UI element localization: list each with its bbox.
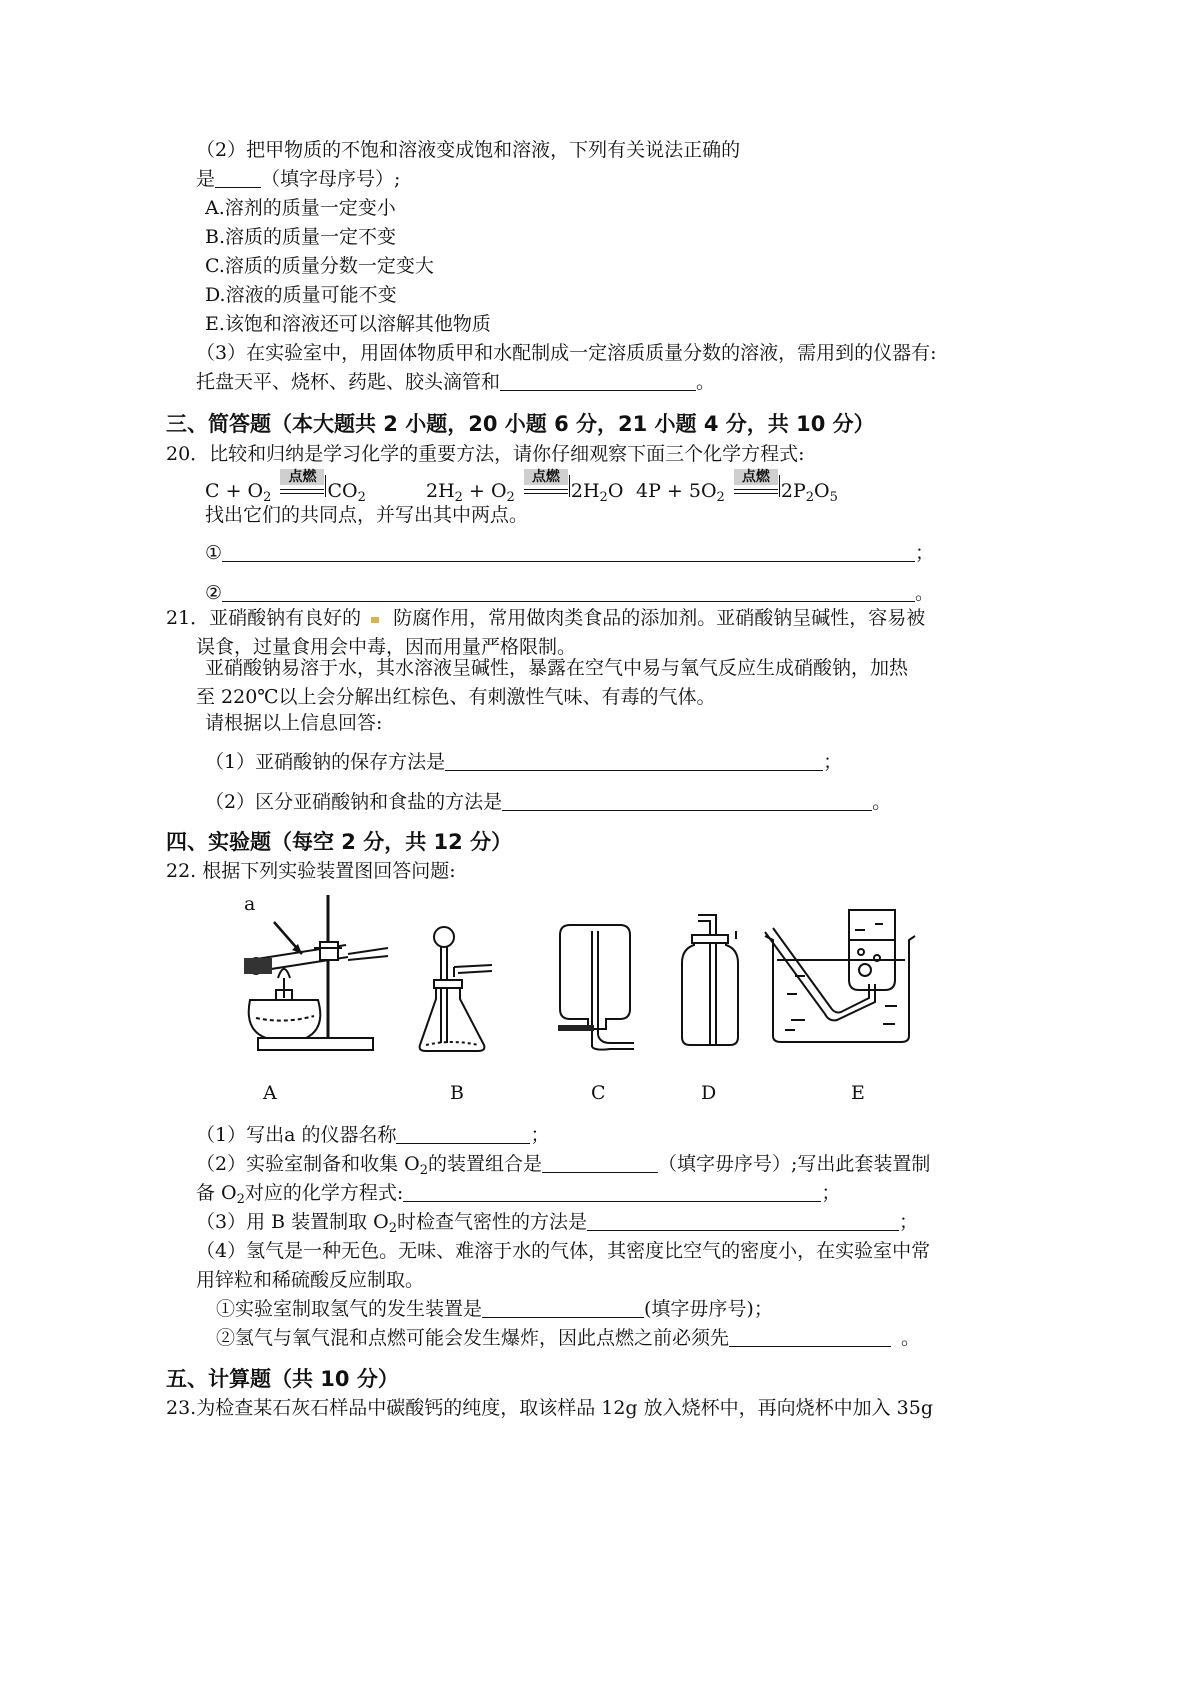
q22-stem: 22. 根据下列实验装置图回答问题: — [166, 860, 456, 882]
q20-reaction-condition-arrow: 点燃 — [524, 475, 568, 501]
q22-sub4-line1: （4）氢气是一种无色。无味、难溶于水的气体，其密度比空气的密度小，在实验室中常 — [196, 1240, 931, 1262]
section-4-heading: 四、实验题（每空 2 分，共 12 分） — [166, 830, 513, 854]
apparatus-label-d: D — [701, 1082, 717, 1104]
q21-line5: 请根据以上信息回答: — [205, 712, 383, 734]
q22-sub3-blank[interactable] — [587, 1210, 899, 1231]
q19-option-c: C.溶质的质量分数一定变大 — [205, 255, 434, 277]
q19-part2-line1: （2）把甲物质的不饱和溶液变成饱和溶液，下列有关说法正确的 — [196, 139, 741, 161]
q19-part3-line2: 托盘天平、烧杯、药匙、胶头滴管和 。 — [196, 371, 716, 393]
apparatus-label-a: A — [263, 1082, 277, 1104]
apparatus-d-gas-bottle-drawing — [674, 905, 754, 1055]
q22-sub2-apparatus-blank[interactable] — [542, 1152, 658, 1173]
q22-sub4-b-blank[interactable] — [729, 1326, 891, 1347]
q19-option-a: A.溶剂的质量一定变小 — [205, 197, 396, 219]
q20-answer-1: ① ； — [205, 542, 935, 564]
q21-line4: 至 220℃以上会分解出红棕色、有刺激性气味、有毒的气体。 — [196, 686, 716, 708]
q22-sub3: （3）用 B 装置制取 $O_2$时检查气密性的方法是 ； — [196, 1211, 919, 1236]
apparatus-label-e: E — [851, 1082, 865, 1104]
q19-part3-answer-blank[interactable] — [500, 370, 696, 391]
apparatus-b-flask-drawing — [412, 925, 502, 1055]
q21-sub1-blank[interactable] — [445, 750, 823, 771]
q22-sub2-line1: （2）实验室制备和收集 $O_2$的装置组合是 （填字毋序号）;写出此套装置制 — [196, 1153, 931, 1178]
q20-answer-2-blank[interactable] — [222, 581, 915, 602]
q19-part2-answer-blank[interactable] — [215, 167, 261, 188]
q22-sub4-b: ②氢气与氧气混和点燃可能会发生爆炸，因此点燃之前必须先 。 — [216, 1327, 921, 1349]
stray-mark-icon — [371, 617, 379, 623]
apparatus-label-b: B — [450, 1082, 464, 1104]
q22-sub2-equation-blank[interactable] — [403, 1181, 821, 1202]
apparatus-label-c: C — [591, 1082, 606, 1104]
q21-line1: 21．亚硝酸钠有良好的 防腐作用，常用做肉类食品的添加剂。亚硝酸钠呈碱性，容易被 — [166, 607, 926, 629]
q22-sub4-a-blank[interactable] — [482, 1297, 644, 1318]
q21-sub2: （2）区分亚硝酸钠和食盐的方法是 。 — [205, 791, 892, 813]
section-5-heading: 五、计算题（共 10 分） — [166, 1367, 399, 1391]
apparatus-c-inverted-bottle-drawing — [550, 925, 640, 1055]
q21-sub2-blank[interactable] — [502, 790, 872, 811]
q20-reaction-condition-arrow: 点燃 — [734, 475, 778, 501]
q20-ask: 找出它们的共同点，并写出其中两点。 — [205, 504, 529, 526]
q20-answer-2: ② 。 — [205, 582, 935, 604]
q22-sub1: （1）写出a 的仪器名称 ； — [196, 1124, 550, 1146]
q22-sub2-line2: 备 $O_2$对应的化学方程式: ； — [196, 1182, 841, 1207]
q22-sub4-line2: 用锌粒和稀硫酸反应制取。 — [196, 1269, 425, 1291]
q20-equation-3: $4P + 5O_2$ 点燃 $2P_2O_5$ — [636, 469, 838, 505]
q21-line2: 误食，过量食用会中毒，因而用量严格限制。 — [196, 636, 577, 658]
q22-sub4-a: ①实验室制取氢气的发生装置是 (填字毋序号)； — [216, 1298, 773, 1320]
q20-equation-2: $2H_2 + O_2$ 点燃 $2H_2O$ — [426, 469, 624, 505]
q20-equation-1: $C + O_2$ 点燃 $CO_2$ — [205, 469, 366, 505]
q20-answer-1-blank[interactable] — [222, 541, 915, 562]
q19-option-d: D.溶液的质量可能不变 — [205, 284, 397, 306]
q19-option-b: B.溶质的质量一定不变 — [205, 226, 397, 248]
section-3-heading: 三、简答题（本大题共 2 小题，20 小题 6 分，21 小题 4 分，共 10 分） — [166, 412, 875, 436]
apparatus-a-heating-tube-drawing — [236, 890, 396, 1060]
apparatus-pointer-label-a: a — [244, 893, 256, 915]
q19-part2-line2: 是 （填字母序号）; — [196, 168, 401, 190]
q23-stem: 23.为检查某石灰石样品中碳酸钙的纯度，取该样品 12g 放入烧杯中，再向烧杯中加入 35g — [166, 1397, 934, 1419]
q21-line3: 亚硝酸钠易溶于水，其水溶液呈碱性，暴露在空气中易与氧气反应生成硝酸钠，加热 — [205, 657, 909, 679]
q19-part3-line1: （3）在实验室中，用固体物质甲和水配制成一定溶质质量分数的溶液，需用到的仪器有: — [196, 342, 937, 364]
q21-sub1: （1）亚硝酸钠的保存方法是 ； — [205, 751, 843, 773]
q22-sub1-blank[interactable] — [396, 1123, 530, 1144]
q19-option-e: E.该饱和溶液还可以溶解其他物质 — [205, 313, 491, 335]
q20-stem: 20．比较和归纳是学习化学的重要方法，请你仔细观察下面三个化学方程式: — [166, 443, 805, 465]
q20-reaction-condition-arrow: 点燃 — [280, 475, 324, 501]
apparatus-e-water-trough-drawing — [765, 910, 915, 1055]
